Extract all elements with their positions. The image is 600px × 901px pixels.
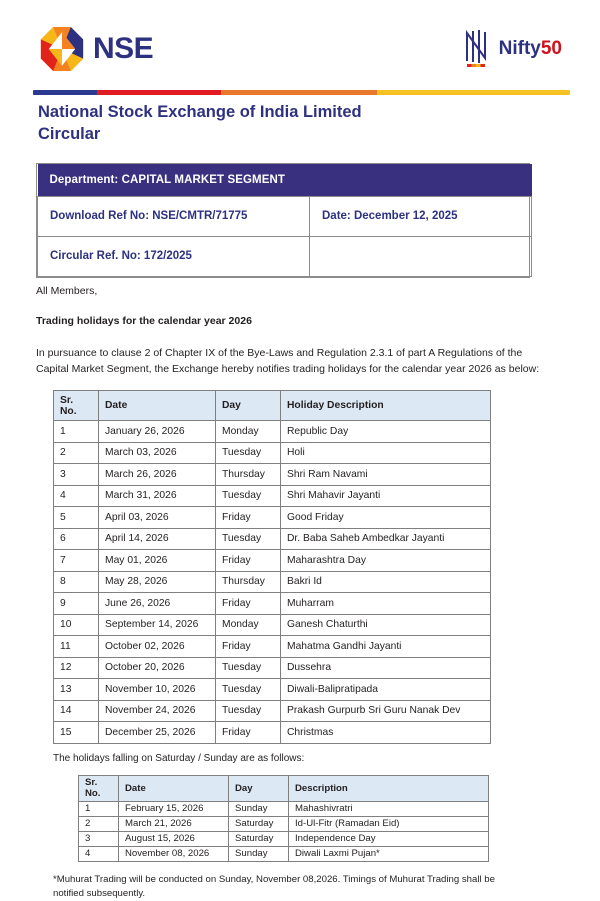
table-row: [54, 507, 491, 529]
bar-segment-red: [97, 90, 221, 95]
cell-srno: 13: [54, 679, 99, 701]
weekend-holidays-body: [79, 801, 489, 861]
cell-description: Independence Day: [289, 831, 489, 846]
cell-date: August 15, 2026: [119, 831, 229, 846]
cell-srno: 8: [54, 571, 99, 593]
column-header-date: Date: [119, 775, 229, 801]
trading-holidays-body: [54, 421, 491, 744]
cell-date: March 21, 2026: [119, 816, 229, 831]
circular-ref-value: Circular Ref. No: 172/2025: [38, 236, 310, 276]
nse-wordmark: NSE: [93, 32, 154, 65]
nifty50-monogram: [462, 27, 492, 69]
page-title: [38, 102, 458, 146]
cell-day: Saturday: [229, 816, 289, 831]
page-title-line2: Circular: [38, 124, 101, 143]
cell-day: Sunday: [229, 846, 289, 861]
table-row: [79, 846, 489, 861]
cell-date: April 03, 2026: [99, 507, 216, 529]
cell-srno: 3: [79, 831, 119, 846]
table-row: [54, 614, 491, 636]
cell-srno: 2: [79, 816, 119, 831]
cell-date: October 20, 2026: [99, 657, 216, 679]
cell-day: Tuesday: [216, 485, 281, 507]
nifty-number-text: 50: [540, 37, 562, 59]
bar-segment-yellow: [377, 90, 570, 95]
column-header-day: Day: [229, 775, 289, 801]
cell-srno: 15: [54, 722, 99, 744]
table-row: [54, 421, 491, 443]
cell-description: Mahatma Gandhi Jayanti: [281, 636, 491, 658]
cell-date: May 28, 2026: [99, 571, 216, 593]
bar-segment-orange: [221, 90, 377, 95]
table-row: [54, 485, 491, 507]
cell-date: March 26, 2026: [99, 464, 216, 486]
cell-description: Muharram: [281, 593, 491, 615]
weekend-holidays-table: [78, 775, 489, 862]
cell-srno: 14: [54, 700, 99, 722]
table-row: [54, 636, 491, 658]
cell-description: Id-Ul-Fitr (Ramadan Eid): [289, 816, 489, 831]
cell-date: March 03, 2026: [99, 442, 216, 464]
cell-day: Tuesday: [216, 528, 281, 550]
cell-day: Friday: [216, 550, 281, 572]
column-header-day: Day: [216, 391, 281, 421]
circular-info-box: [36, 163, 530, 278]
cell-day: Tuesday: [216, 442, 281, 464]
cell-srno: 5: [54, 507, 99, 529]
cell-description: Diwali Laxmi Pujan*: [289, 846, 489, 861]
nse-logo: [40, 26, 153, 72]
intro-paragraph: In pursuance to clause 2 of Chapter IX of the Bye-Laws and Regulation 2.3.1 of part A Regulations of the Capital Market Segment, the Exchange hereby notifies trading holidays for the calendar year 2026 as below:: [36, 346, 540, 375]
table-row: [54, 679, 491, 701]
cell-description: Holi: [281, 442, 491, 464]
table-row: [54, 657, 491, 679]
nifty50-wordmark: [499, 39, 562, 58]
table-row: [54, 464, 491, 486]
cell-day: Tuesday: [216, 700, 281, 722]
cell-date: November 08, 2026: [119, 846, 229, 861]
weekend-note: The holidays falling on Saturday / Sunday are as follows:: [53, 752, 305, 764]
cell-description: Diwali-Balipratipada: [281, 679, 491, 701]
cell-description: Christmas: [281, 722, 491, 744]
table-row: [54, 722, 491, 744]
cell-day: Saturday: [229, 831, 289, 846]
cell-description: Shri Mahavir Jayanti: [281, 485, 491, 507]
table-row: [54, 550, 491, 572]
cell-srno: 12: [54, 657, 99, 679]
ref-date-row: [38, 196, 532, 236]
column-header-srno: Sr. No.: [54, 391, 99, 421]
cell-day: Thursday: [216, 571, 281, 593]
cell-description: Ganesh Chaturthi: [281, 614, 491, 636]
column-header-desc: Holiday Description: [281, 391, 491, 421]
bar-segment-navy: [33, 90, 97, 95]
cell-date: May 01, 2026: [99, 550, 216, 572]
cell-srno: 4: [79, 846, 119, 861]
table-row: [54, 700, 491, 722]
cell-description: Prakash Gurpurb Sri Guru Nanak Dev: [281, 700, 491, 722]
cell-srno: 9: [54, 593, 99, 615]
cell-day: Monday: [216, 421, 281, 443]
cell-day: Tuesday: [216, 679, 281, 701]
cell-day: Sunday: [229, 801, 289, 816]
cell-day: Monday: [216, 614, 281, 636]
cell-srno: 1: [54, 421, 99, 443]
cell-srno: 11: [54, 636, 99, 658]
table-row: [79, 831, 489, 846]
cell-srno: 6: [54, 528, 99, 550]
table-row: [54, 593, 491, 615]
cell-description: Bakri Id: [281, 571, 491, 593]
nse-octagon-logo: [40, 26, 84, 72]
cell-day: Friday: [216, 636, 281, 658]
column-header-date: Date: [99, 391, 216, 421]
cell-date: December 25, 2026: [99, 722, 216, 744]
brand-color-bar: [33, 90, 570, 95]
table-header-row: [79, 775, 489, 801]
table-row: [54, 528, 491, 550]
cell-srno: 3: [54, 464, 99, 486]
circular-date-value: Date: December 12, 2025: [310, 196, 532, 236]
empty-cell: [310, 236, 532, 276]
table-row: [54, 571, 491, 593]
cell-description: Mahashivratri: [289, 801, 489, 816]
nifty50-logo: [462, 27, 562, 69]
cell-description: Maharashtra Day: [281, 550, 491, 572]
brand-header: [0, 0, 600, 78]
cell-date: April 14, 2026: [99, 528, 216, 550]
trading-holidays-table: [53, 390, 491, 744]
cell-date: November 24, 2026: [99, 700, 216, 722]
cell-description: Republic Day: [281, 421, 491, 443]
cell-srno: 10: [54, 614, 99, 636]
download-ref-value: Download Ref No: NSE/CMTR/71775: [38, 196, 310, 236]
cell-srno: 1: [79, 801, 119, 816]
nifty-word-text: Nifty: [498, 37, 541, 59]
cell-date: February 15, 2026: [119, 801, 229, 816]
table-row: [79, 801, 489, 816]
table-header-row: [54, 391, 491, 421]
page-title-line1: National Stock Exchange of India Limited: [38, 103, 362, 121]
cell-srno: 7: [54, 550, 99, 572]
department-label: Department: CAPITAL MARKET SEGMENT: [38, 164, 532, 197]
subject-heading: Trading holidays for the calendar year 2026: [36, 314, 252, 327]
cell-day: Thursday: [216, 464, 281, 486]
cell-date: October 02, 2026: [99, 636, 216, 658]
cell-description: Dr. Baba Saheb Ambedkar Jayanti: [281, 528, 491, 550]
column-header-desc: Description: [289, 775, 489, 801]
table-row: [54, 442, 491, 464]
cell-day: Friday: [216, 722, 281, 744]
cell-date: September 14, 2026: [99, 614, 216, 636]
department-row: [38, 164, 532, 197]
cell-day: Friday: [216, 507, 281, 529]
cell-date: March 31, 2026: [99, 485, 216, 507]
column-header-srno: Sr. No.: [79, 775, 119, 801]
cell-srno: 2: [54, 442, 99, 464]
circular-ref-row: [38, 236, 532, 276]
table-row: [79, 816, 489, 831]
cell-description: Dussehra: [281, 657, 491, 679]
cell-date: January 26, 2026: [99, 421, 216, 443]
cell-description: Shri Ram Navami: [281, 464, 491, 486]
muhurat-footnote: *Muhurat Trading will be conducted on Sunday, November 08,2026. Timings of Muhurat Trading shall be notified subsequently.: [53, 873, 495, 899]
cell-date: June 26, 2026: [99, 593, 216, 615]
cell-day: Friday: [216, 593, 281, 615]
cell-srno: 4: [54, 485, 99, 507]
salutation: All Members,: [36, 284, 98, 297]
cell-description: Good Friday: [281, 507, 491, 529]
cell-date: November 10, 2026: [99, 679, 216, 701]
cell-day: Tuesday: [216, 657, 281, 679]
